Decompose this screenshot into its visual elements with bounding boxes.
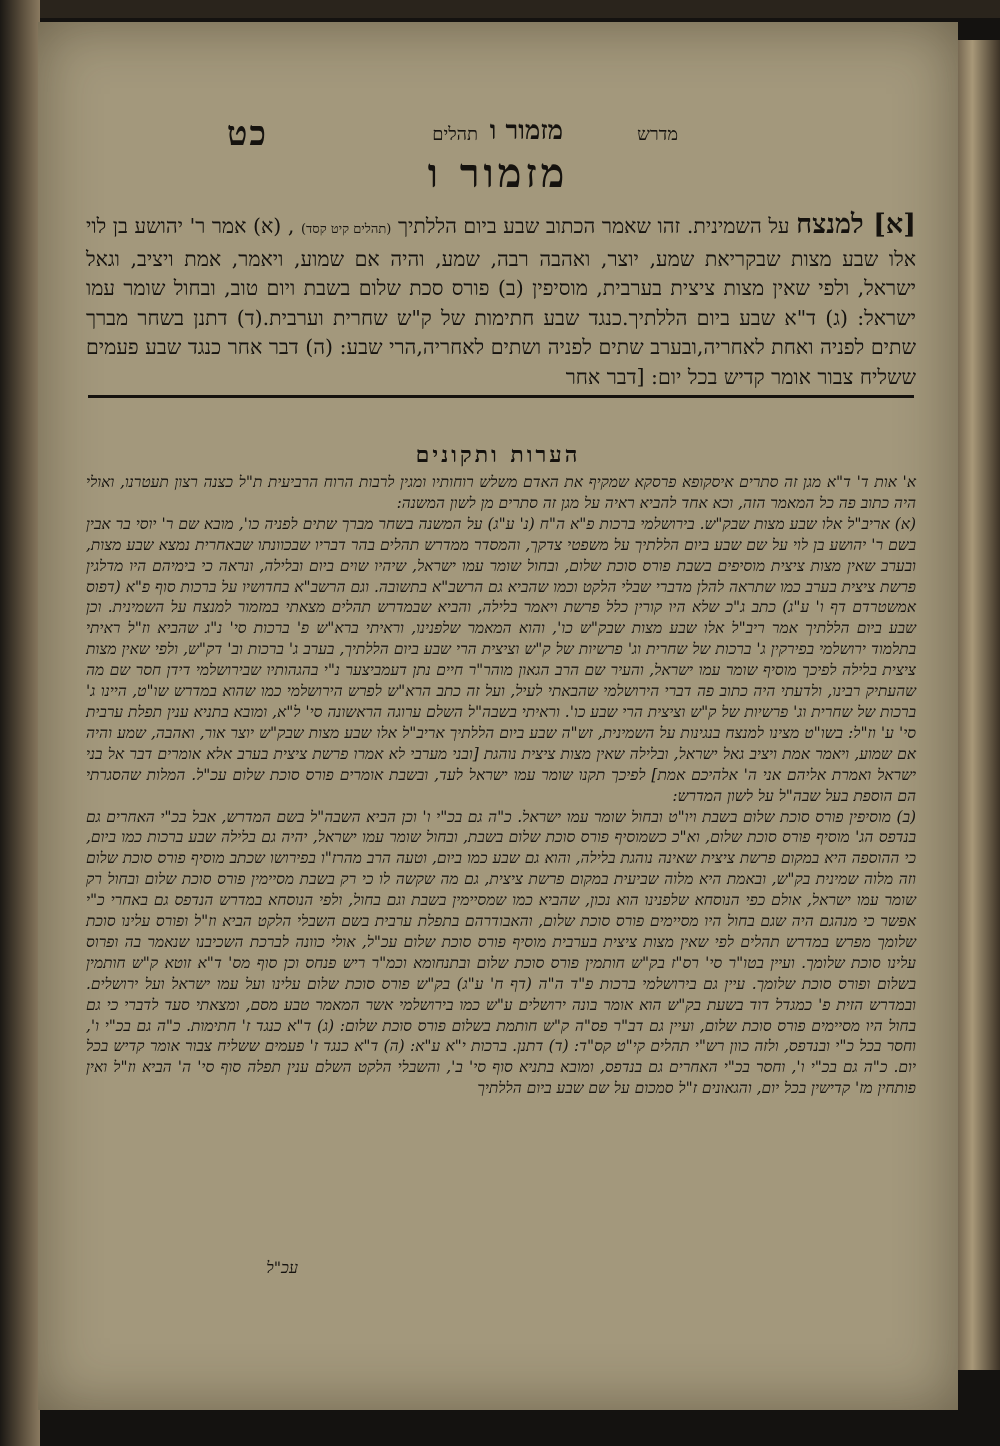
main-text <box>86 210 916 392</box>
notes-paragraph: (א) אריב"ל אלו שבע מצות שבק"ש. בירושלמי ברכות פ"א ה"ח (נ' ע"ג) על המשנה בשחר מברך שתים לפניה כו', מובא שם ר' יוסי בר אבין בשם ר' יהושע בן לוי על שם שבע ביום הללתיך על משפטי צדקך, והמסדר ממדרש תהלים בהר דבריו שבכוונתו שבאחרית נמצא שבע מצות, ובערב שאין מצות ציצית מוסיפים בשבת פורס סוכת שלום, ובחול שומר עמו ישראל, שיהיו שוים ביום ובלילה, ונראה כי בימיהם היו מדלגין פרשת ציצית בערב כמו שתראה להלן מדברי שבלי הלקט וכמו שהביא גם הרשב"א בתשובה. וגם הרשב"א בחדושיו על ברכות סוף פ"א (דפוס אמשטרדם דף ו' ע"ג) כתב ג"כ שלא היו קורין כלל פרשת ויאמר בלילה, והביא שבמדרש תהלים מצאתי במזמור למנצח על השמינית. וכן שבע ביום הללתיך אמר ריב"ל אלו שבע מצות שבק"ש כו', והוא המאמר שלפנינו, וראיתי ברא"ש פ' ברכות סי' נ"ג שהביא וז"ל ראיתי בתלמוד ירושלמי בפירקין ג' ברכות של שחרית וג' פרשיות של ק"ש וציצית הרי שבע ביום הללתיך, בערב ג' ברכות וב' דק"ש, ולפי שאין מצות ציצית בלילה לפיכך מוסיף שומר עמו ישראל, והעיר שם הרב הגאון מוהר"ר חיים נתן דעמביצער נ"י בהגהותיו שבירושלמי דידן חסר שם מה שהעתיק רבינו, ולדעתי היה כתוב פה דברי הירושלמי שהבאתי לעיל, ועל זה כתב הרא"ש לפרש הירושלמי כמו שהוא במדרש שו"ט, היינו ג' ברכות של שחרית וג' פרשיות של ק"ש וציצית הרי שבע כו'. וראיתי בשבה"ל השלם ערוגה הראשונה סי' ל"א, ומובא בתניא ענין תפלת ערבית סי' ע' וז"ל: בשו"ט מצינו למנצח בנגינות על השמינית, זש"ה שבע ביום הללתיך אריב"ל אלו שבע מצות שבק"ש יוצר אור, ואהבה, שמע והיה אם שמוע, ויאמר אמת ויציב גאל ישראל, ובלילה שאין מצות ציצית נוהגת [ובני מערבי לא אמרו פרשת ציצית בערב אלא אומרים דבר אל בני ישראל ואמרת אליהם אני ה' אלהיכם אמת] לפיכך תקנו שומר עמו ישראל לעד, ובשבת אומרים פורס סוכת שלום עכ"ל. המלות שהסגרתי הם הוספת בעל שבה"ל על לשון המדרש: <box>86 514 916 805</box>
book-edge-top <box>0 0 1000 18</box>
chapter-title: מזמור ו <box>427 150 569 197</box>
book-page-stack <box>954 40 1000 1370</box>
book-spine-edge <box>0 0 40 1446</box>
page-number: כט <box>226 114 268 154</box>
notes-closing: עכ"ל <box>266 1258 298 1277</box>
notes-paragraph: א' אות ד' ד"א מגן זה סתרים איסקופא פרסקא שמקיף את האדם משלש רוחותיו ומגין לרבות הרוח הרביעית ת"ל כצנה רצון תעטרנו, ואולי היה כתוב פה כל המאמר הזה, וכא אחד להביא ראיה על מגן זה סתרים מן לשון המשנה: <box>86 473 916 512</box>
notes-paragraph: (ב) מוסיפין פורס סוכת שלום בשבת ויו"ט ובחול שומר עמו ישראל. כ"ה גם בכ"י ו' וכן הביא השבה"ל בשם המדרש, אבל בכ"י האחרים גם בנדפס הג' מוסיף פורס סוכת שלום, וא"כ כשמוסיף פורס סוכת שלום בשבת, ובחול שומר עמו ישראל, יהיה גם בלילה שבע ברכות כמו ביום, כי ההוספה היא במקום פרשת ציצית שאינה נוהגת בלילה, והוא גם שבע כמו ביום, וטעה הרב מהרז"ו בפירושו שכתב מוסיף פורס סוכת שלום וזה מלוה שמינית בק"ש, ובאמת היא מלוה שביעית במקום פרשת ציצית, גם מה שקשה לו כי רק בשבת מסיימין פורס סוכת שלום ובחול רק שומר עמו ישראל, אולם כפי הנוסחא שלפנינו הוא נכון, שהביא כמו שמסיימין בשבת וגם בחול, ולפי הנוסחא במדרש הנדפס גם באחרי כ"י אפשר כי מנהגם היה שגם בחול היו מסיימים פורס סוכת שלום, והאבודרהם בתפלת ערבית בשם השבלי הלקט הביא וז"ל ופורס עלינו סוכת שלומך מפרש במדרש תהלים לפי שאין מצות ציצית בערבית מוסיף פורס סוכת שלום עכ"ל, אולי כוונה לברכת השכיבנו שנאמר בה ופרוס עלינו סוכת שלומך. ועיין בטו"ר סי' רס"ז בק"ש חותמין פורס סוכת שלום ובתנחומא וכמ"ר ריש פנחס וכן סוף מס' ד"א זוטא ק"ש חותמין בשלום ופורס סוכת שלומך. עיין גם בירושלמי ברכות פ"ד ה"ה (דף ח' ע"ג) בק"ש פורס סוכת שלום עלינו ועל עמו ישראל ועל ירושלים. ובמדרש הזית פ' כמגדל דוד בשעת בק"ש הוא אומר בונה ירושלים ע"ש כמו בירושלמי אשר המאמר טבע מסם, ומצאתי סעד לדברי כי גם בחול היו מסיימים פורס סוכת שלום, ועיין גם דב"ר פס"ה ק"ש חותמת בשלום פורס סוכת שלום: (ג) ד"א כנגד ז' חתימות. כ"ה גם בכ"י ו', וחסר בכל כ"י ובנדפס, ולזה כוון רש"י תהלים קי"ט קס"ד: (ד) דתנן. ברכות י"א ע"א: (ה) ד"א כנגד ז' פעמים ששליח צבור אומר קדיש בכל יום. כ"ה גם בכ"י ו', וחסר בכ"י האחרים גם בנדפס, ומובא בתניא סוף סי' ב', והשבלי הלקט השלם ענין תפלה סוף סי' ה' הביא וז"ל ואין פותחין מז' קדישין בכל יום, והגאונים ז"ל סמכום על שם שבע ביום הללתיך <box>86 807 916 1098</box>
running-head-midrash: מדרש <box>637 124 678 145</box>
notes-title: הערות ותקונים <box>415 442 581 468</box>
running-head-psalm: מזמור ו <box>489 116 563 146</box>
main-text-lead: [א] למנצח <box>796 209 916 240</box>
running-head <box>38 114 958 154</box>
running-head-tehillim: תהלים <box>432 124 478 145</box>
notes-section <box>86 472 916 1099</box>
book-page <box>38 22 958 1410</box>
main-text-opening: על השמינית. זהו שאמר הכתוב שבע ביום הללתיך <box>397 214 790 238</box>
section-divider <box>88 395 914 398</box>
scripture-reference: (תהלים קיט קסד) <box>300 222 392 237</box>
main-text-body: , (א) אמר ר' יהושע בן לוי אלו שבע מצות שבקריאת שמע, יוצר, ואהבה רבה, שמע, והיה אם שמוע, ויאמר, אמת ויציב, וגאל ישראל, ולפי שאין מצות ציצית בערבית, מוסיפין (ב) פורס סכת שלום בשבת ויום טוב, ובחול שומר עמו ישראל: (ג) ד"א שבע ביום הללתיך.כנגד שבע חתימות של ק"ש שחרית וערבית.(ד) דתנן בשחר מברך שתים לפניה ואחת לאחריה,ובערב שתים לפניה ושתים לאחריה,הרי שבע: (ה) דבר אחר כנגד שבע פעמים ששליח צבור אומר קדיש בכל יום: [דבר אחר <box>86 214 917 389</box>
